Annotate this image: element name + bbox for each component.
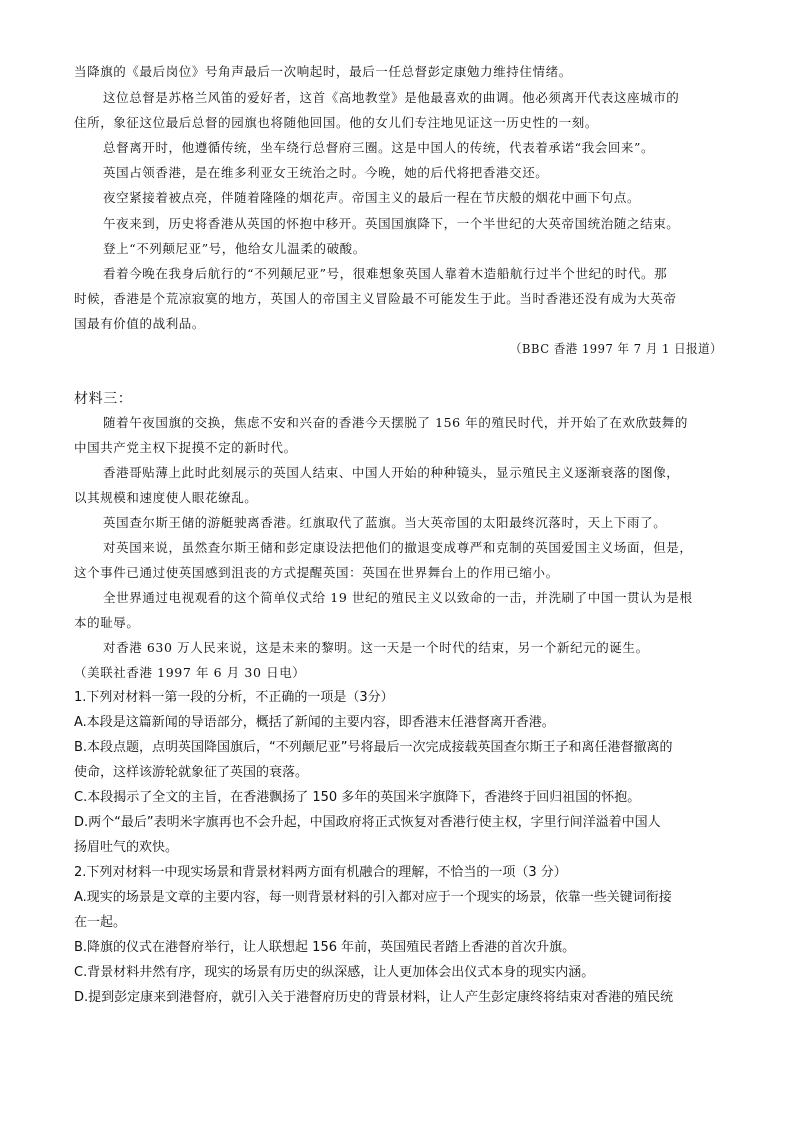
- paragraph-line: 当降旗的《最后岗位》号角声最后一次响起时，最后一任总督彭定康勉力维持住情绪。: [74, 64, 572, 79]
- answer-option: D.两个“最后”表明米字旗再也不会升起，中国政府将正式恢复对香港行使主权，字里行间洋溢着中国人: [74, 815, 661, 830]
- paragraph-line: 这位总督是苏格兰风笛的爱好者，这首《高地教堂》是他最喜欢的曲调。他必须离开代表这座城市的: [103, 90, 680, 105]
- answer-option-continued: 在一起。: [74, 915, 127, 930]
- answer-option-continued: 扬眉吐气的欢快。: [74, 840, 179, 855]
- paragraph-line: 午夜来到，历史将香港从英国的怀抱中移开。英国国旗降下，一个半世纪的大英帝国统治随之结束。: [103, 216, 680, 231]
- answer-option: C.背景材料井然有序，现实的场景有历史的纵深感，让人更加体会出仪式本身的现实内涵。: [74, 965, 595, 980]
- paragraph-line: 住所，象征这位最后总督的园旗也将随他回国。他的女儿们专注地见证这一历史性的一刻。: [74, 115, 599, 130]
- answer-option: C.本段揭示了全文的主旨，在香港飘扬了 150 多年的英国米字旗降下，香港终于回归祖国的怀抱。: [74, 790, 641, 805]
- paragraph-line: 对英国来说，虽然查尔斯王储和彭定康设法把他们的撤退变成尊严和克制的英国爱国主义场面，但是，: [103, 540, 693, 555]
- paragraph-line: 时候，香港是个荒凉寂寞的地方，英国人的帝国主义冒险最不可能发生于此。当时香港还没有成为大英帝: [74, 291, 677, 306]
- paragraph-line: 香港哥贴薄上此时此刻展示的英国人结束、中国人开始的种种镜头，显示殖民主义逐渐衰落的图像，: [103, 465, 680, 480]
- source-citation: （BBC 香港 1997 年 7 月 1 日报道）: [510, 341, 723, 356]
- answer-option: A.本段是这篇新闻的导语部分，概括了新闻的主要内容，即香港末任港督离开香港。: [74, 715, 555, 730]
- answer-option: D.提到彭定康来到港督府，就引入关于港督府历史的背景材料，让人产生彭定康终将结束对香港的殖民统: [74, 990, 674, 1005]
- paragraph-line: 英国占领香港，是在维多利亚女王统治之时。今晚，她的后代将把香港交还。: [103, 165, 549, 180]
- question-stem: 2.下列对材料一中现实场景和背景材料两方面有机融合的理解，不恰当的一项（3 分）: [74, 865, 567, 880]
- paragraph-line: 全世界通过电视观看的这个简单仪式给 19 世纪的殖民主义以致命的一击，并洗刷了中国一贯认为是根: [103, 590, 693, 605]
- answer-option: A.现实的场景是文章的主要内容，每一则背景材料的引入都对应于一个现实的场景，依靠一些关键词衔接: [74, 890, 672, 905]
- paragraph-line: 总督离开时，他遵循传统，坐车绕行总督府三圈。这是中国人的传统，代表着承诺“我会回来”。: [103, 140, 655, 155]
- paragraph-line: 这个事件已通过使英国感到沮丧的方式提醒英国：英国在世界舞台上的作用已缩小。: [74, 565, 559, 580]
- paragraph-line: 英国查尔斯王储的游艇驶离香港。红旗取代了蓝旗。当大英帝国的太阳最终沉落时，天上下雨了。: [103, 515, 667, 530]
- paragraph-line: 随着午夜国旗的交换，焦虑不安和兴奋的香港今天摆脱了 156 年的殖民时代，并开始了在欢欣鼓舞的: [103, 415, 689, 430]
- answer-option-continued: 使命，这样该游轮就象征了英国的衰落。: [74, 765, 309, 780]
- answer-option: B.本段点题，点明英国降国旗后，“不列颠尼亚”号将最后一次完成接载英国查尔斯王子和离任港督撤离的: [74, 740, 673, 755]
- paragraph-line: 以其规模和速度使人眼花缭乱。: [74, 490, 258, 505]
- paragraph-line: 本的耻辱。: [74, 615, 140, 630]
- question-stem: 1.下列对材料一第一段的分析，不正确的一项是（3分）: [74, 690, 394, 705]
- paragraph-line: 对香港 630 万人民来说，这是未来的黎明。这一天是一个时代的结束，另一个新纪元的诞生。: [103, 640, 649, 655]
- paragraph-line: 登上“不列颠尼亚”号，他给女儿温柔的破酸。: [103, 241, 366, 256]
- paragraph-line: 夜空紧接着被点亮，伴随着隆隆的烟花声。帝国主义的最后一程在节庆般的烟花中画下句点。: [103, 190, 641, 205]
- paragraph-line: 中国共产党主权下捉摸不定的新时代。: [74, 440, 297, 455]
- source-citation: （美联社香港 1997 年 6 月 30 日电）: [74, 665, 306, 680]
- answer-option: B.降旗的仪式在港督府举行，让人联想起 156 年前，英国殖民者踏上香港的首次升旗。: [74, 940, 576, 955]
- paragraph-line: 国最有价值的战利品。: [74, 316, 206, 331]
- section-heading: 材料三：: [74, 391, 133, 407]
- paragraph-line: 看着今晚在我身后航行的“不列颠尼亚”号，很难想象英国人靠着木造船航行过半个世纪的时代。那: [103, 266, 668, 281]
